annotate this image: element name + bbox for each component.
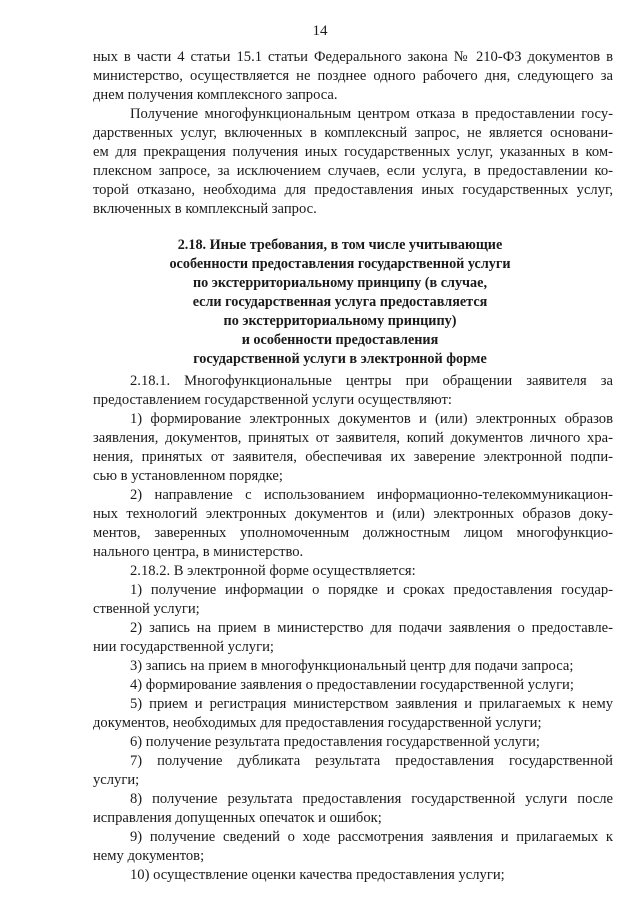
list-item-line: документов, необходимых для предоставления государственной услуги; (93, 715, 542, 731)
list-item-line: услуги; (93, 772, 140, 788)
list-item-line: ных технологий электронных документов и (или) электронных образов доку- (93, 506, 613, 522)
section-heading-line: по экстерриториальному принципу) (223, 313, 457, 329)
list-item-line: 2) направление с использованием информационно-телекоммуникацион- (130, 487, 613, 503)
list-item-line: нального центра, в министерство. (93, 544, 304, 560)
list-item-line: 2) запись на прием в министерство для подачи заявления о предоставле- (130, 620, 613, 636)
list-item-line: 5) прием и регистрация министерством заявления и прилагаемых к нему (130, 696, 613, 712)
list-item-line: 7) получение дубликата результата предоставления государственной (130, 753, 613, 769)
paragraph-line: предоставлением государственной услуги осуществляют: (93, 392, 452, 408)
list-item-line: исправления допущенных опечаток и ошибок; (93, 810, 382, 826)
list-item-line: нения, принятых от заявителя, обеспечивая их заверение электронной подпи- (93, 449, 613, 465)
list-item-line: сью в установленном порядке; (93, 468, 283, 484)
paragraph-line: плексном запросе, за исключением случаев, если услуга, в предоставлении ко- (93, 163, 613, 179)
paragraph-line: торой отказано, необходима для предоставления иных государственных услуг, (93, 182, 613, 198)
paragraph-line: днем получения комплексного запроса. (93, 87, 338, 103)
paragraph-line: ем для прекращения получения иных государственных услуг, указанных в ком- (93, 144, 613, 160)
section-heading-line: особенности предоставления государственной услуги (169, 256, 511, 272)
list-item-line: 8) получение результата предоставления государственной услуги после (130, 791, 613, 807)
section-heading-line: и особенности предоставления (241, 332, 439, 348)
paragraph-line: дарственных услуг, включенных в комплексный запрос, не является основани- (93, 125, 613, 141)
page-number: 14 (312, 23, 328, 39)
paragraph-line: Получение многофункциональным центром отказа в предоставлении госу- (130, 106, 613, 122)
paragraph-line: 2.18.1. Многофункциональные центры при обращении заявителя за (130, 373, 613, 389)
list-item-line: 4) формирование заявления о предоставлении государственной услуги; (130, 677, 574, 693)
section-heading-line: по экстерриториальному принципу (в случае, (192, 275, 487, 291)
section-heading-line: если государственная услуга предоставляется (192, 294, 488, 310)
paragraph-line: министерство, осуществляется не позднее одного рабочего дня, следующего за (93, 68, 613, 84)
list-item-line: 3) запись на прием в многофункциональный центр для подачи запроса; (130, 658, 574, 674)
paragraph-line: 2.18.2. В электронной форме осуществляется: (130, 563, 416, 579)
paragraph-line: ных в части 4 статьи 15.1 статьи Федерального закона № 210-ФЗ документов в (93, 49, 613, 65)
list-item-line: нему документов; (93, 848, 205, 864)
section-heading-line: государственной услуги в электронной форме (193, 351, 487, 367)
list-item-line: 9) получение сведений о ходе рассмотрения заявления и прилагаемых к (130, 829, 613, 845)
paragraph-line: включенных в комплексный запрос. (93, 201, 317, 217)
list-item-line: заявления, документов, принятых от заявителя, копий документов личного хра- (93, 430, 613, 446)
list-item-line: ментов, заверенных уполномоченным должностным лицом многофункцио- (93, 525, 613, 541)
list-item-line: 1) получение информации о порядке и сроках предоставления государ- (130, 582, 613, 598)
section-heading-line: 2.18. Иные требования, в том числе учитывающие (177, 237, 503, 253)
list-item-line: ственной услуги; (93, 601, 200, 617)
list-item-line: 1) формирование электронных документов и (или) электронных образов (130, 411, 613, 427)
list-item-line: нии государственной услуги; (93, 639, 274, 655)
list-item-line: 6) получение результата предоставления государственной услуги; (130, 734, 540, 750)
list-item-line: 10) осуществление оценки качества предоставления услуги; (130, 867, 505, 883)
